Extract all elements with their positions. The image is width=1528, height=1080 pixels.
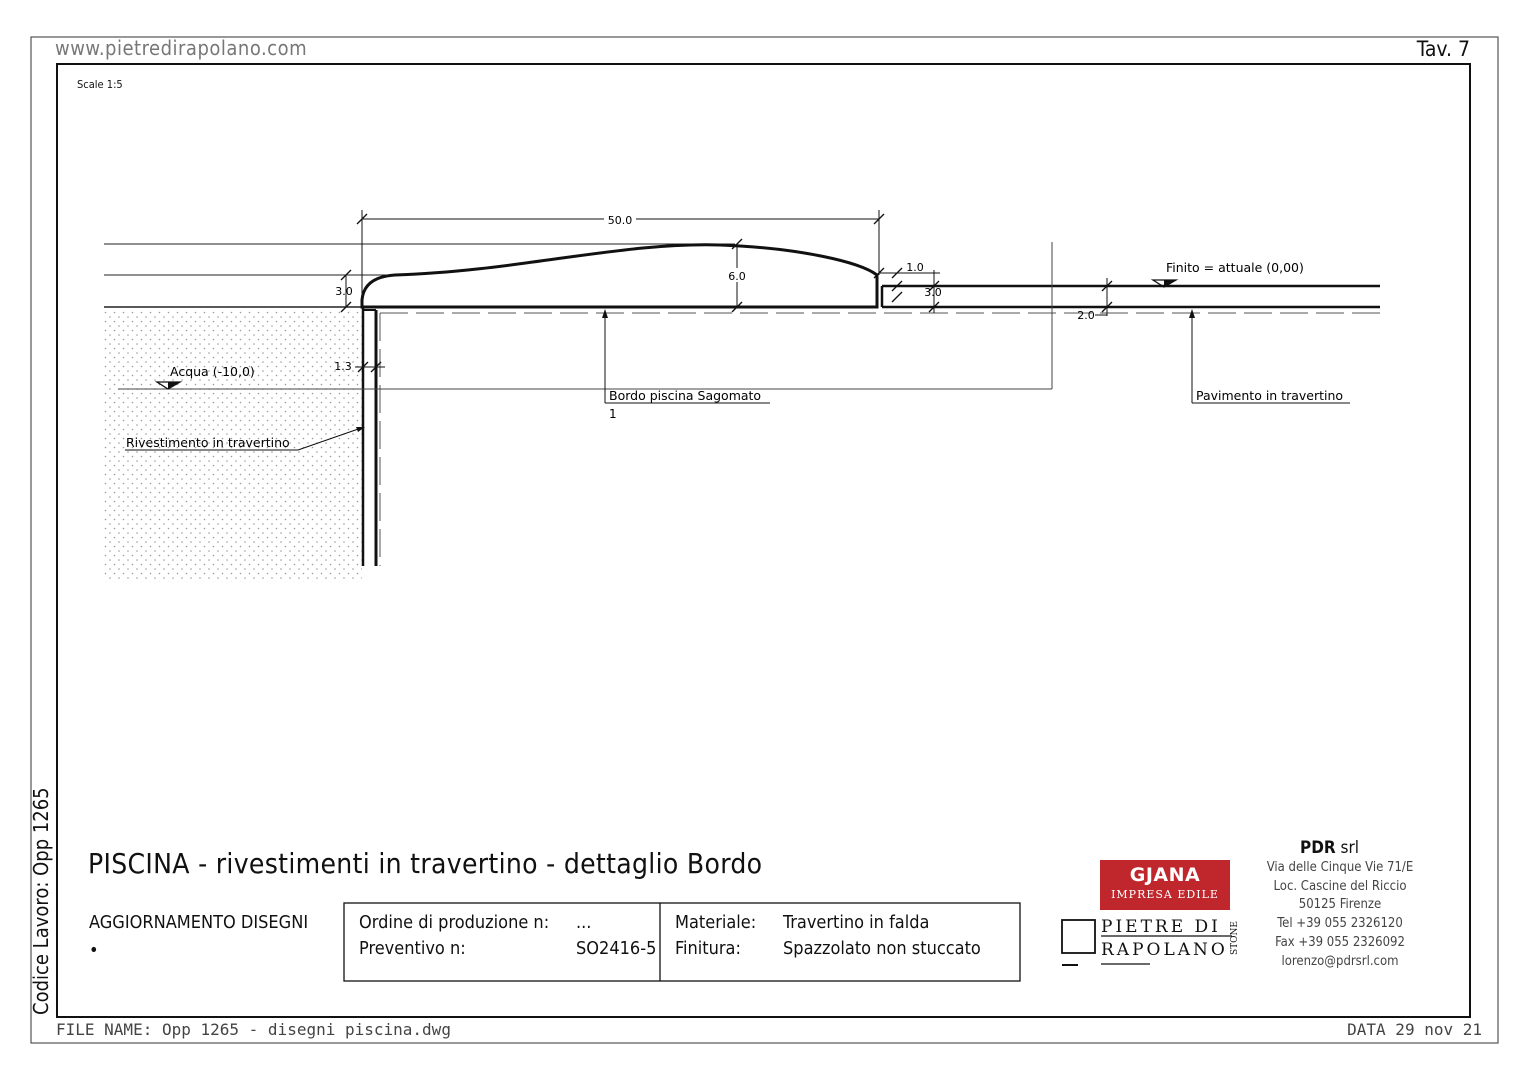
company-email: lorenzo@pdrsrl.com <box>1281 954 1399 969</box>
pdr-logo-line1: PIETRE DI <box>1101 917 1221 937</box>
preventivo-label: Preventivo n: <box>359 938 466 959</box>
company-name-rest: srl <box>1335 838 1360 858</box>
pdr-logo-square <box>1062 920 1095 953</box>
company-address1: Via delle Cinque Vie 71/E <box>1266 860 1414 875</box>
updates-label: AGGIORNAMENTO DISEGNI <box>89 912 309 933</box>
company-tel: Tel +39 055 2326120 <box>1277 916 1403 931</box>
preventivo-value: SO2416-5 <box>576 938 657 959</box>
job-code-vertical: Codice Lavoro: Opp 1265 <box>29 787 53 1015</box>
dim-6-label: 6.0 <box>728 270 746 283</box>
dim-tick <box>892 292 902 302</box>
label-finito: Finito = attuale (0,00) <box>1166 260 1304 275</box>
website-url: www.pietredirapolano.com <box>55 36 308 60</box>
dim-50-label: 50.0 <box>607 214 633 227</box>
label-pavimento: Pavimento in travertino <box>1196 388 1344 403</box>
label-rivestimento: Rivestimento in travertino <box>126 435 290 450</box>
label-acqua: Acqua (-10,0) <box>170 364 255 379</box>
materiale-value: Travertino in falda <box>783 912 930 933</box>
materiale-label: Materiale: <box>675 912 757 933</box>
drawing-title: PISCINA - rivestimenti in travertino - dettaglio Bordo <box>88 847 763 880</box>
gjana-logo-sub: IMPRESA EDILE <box>1111 888 1219 901</box>
dim-3-right-label: 3.0 <box>924 286 942 299</box>
drawing-date: DATA 29 nov 21 <box>1347 1020 1482 1039</box>
gjana-logo <box>1100 860 1230 910</box>
gjana-logo-text: GJANA <box>1129 864 1201 886</box>
sheet-number: Tav. 7 <box>1416 37 1470 61</box>
scale-label: Scale 1:5 <box>77 78 123 91</box>
ordine-value: ... <box>576 912 592 933</box>
company-address3: 50125 Firenze <box>1298 897 1382 912</box>
updates-bullet: • <box>89 940 99 961</box>
dim-3-left-label: 3.0 <box>335 285 353 298</box>
pdr-logo-stone: STONE <box>1230 921 1240 955</box>
label-bordo: Bordo piscina Sagomato <box>609 388 762 403</box>
dim-13-label: 1.3 <box>334 360 352 373</box>
label-bordo-num: 1 <box>609 407 617 421</box>
ordine-label: Ordine di produzione n: <box>359 912 550 933</box>
dim-2-label: 2.0 <box>1077 309 1095 322</box>
dim-1-label: 1.0 <box>906 261 924 274</box>
company-fax: Fax +39 055 2326092 <box>1275 935 1405 950</box>
pdr-logo-line2: RAPOLANO <box>1101 940 1228 960</box>
finitura-label: Finitura: <box>675 938 741 959</box>
company-name <box>1300 838 1359 858</box>
coping-profile <box>362 245 877 307</box>
company-name-bold: PDR <box>1300 838 1336 858</box>
file-name: FILE NAME: Opp 1265 - disegni piscina.dwg <box>56 1020 451 1039</box>
company-address2: Loc. Cascine del Riccio <box>1273 879 1407 894</box>
finitura-value: Spazzolato non stuccato <box>783 938 981 959</box>
